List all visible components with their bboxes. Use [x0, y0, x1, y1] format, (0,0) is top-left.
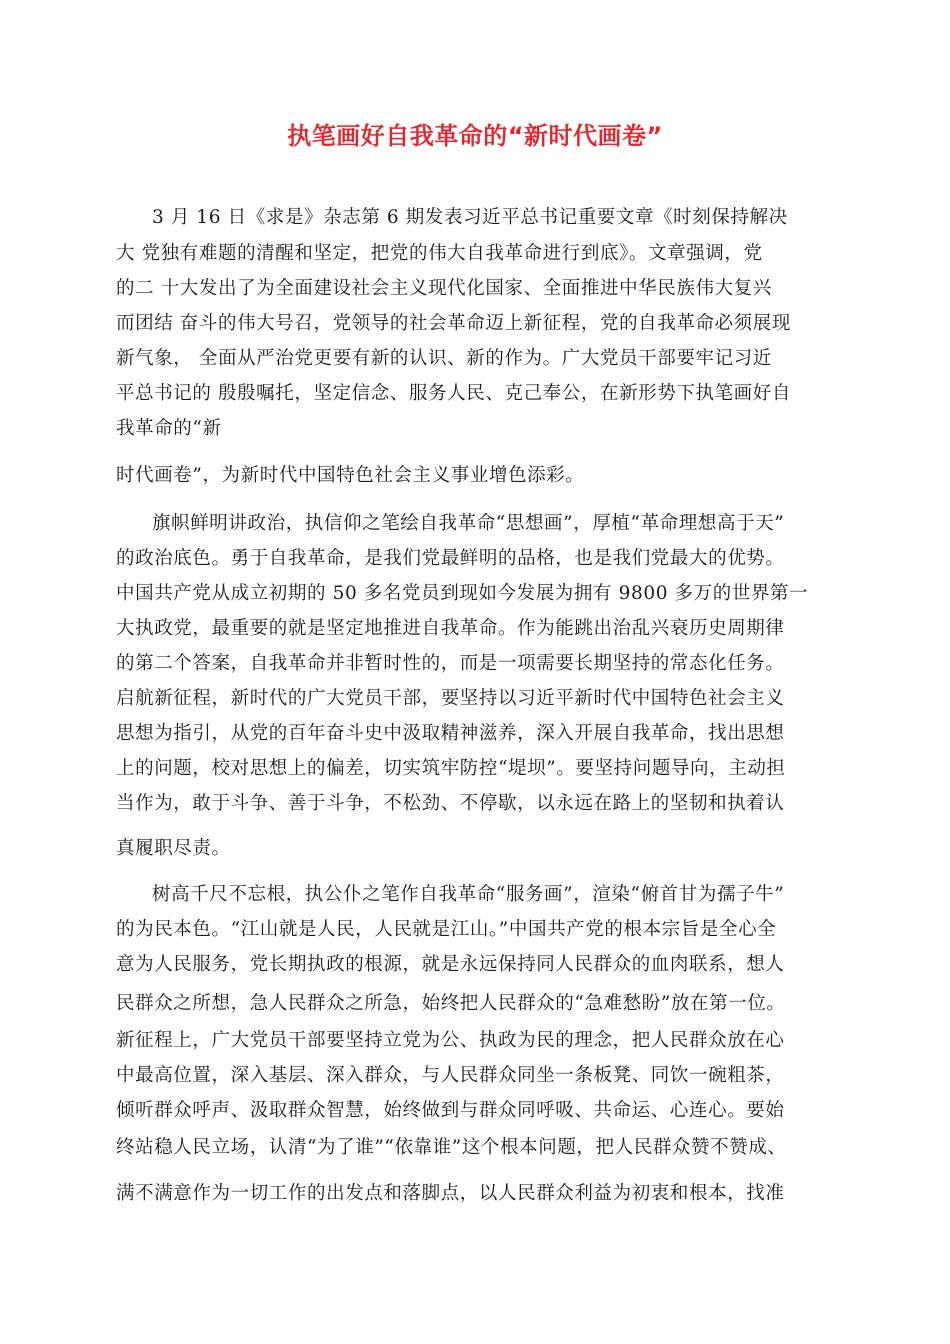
body-line-25: 倾听群众呼声、汲取群众智慧，始终做到与群众同呼吸、共命运、心连心。要始	[116, 1100, 785, 1121]
body-line-21: 意为人民服务，党长期执政的根源，就是永远保持同人民群众的血肉联系，想人	[116, 954, 785, 975]
body-line-22: 民群众之所想，急人民群众之所急，始终把人民群众的“急难愁盼”放在第一位。	[116, 993, 786, 1014]
body-line-11: 中国共产党从成立初期的 50 多名党员到现如今发展为拥有 9800 多万的世界第一	[116, 583, 809, 604]
body-line-7: 我革命的“新	[116, 418, 222, 439]
body-line-5: 新气象， 全面从严治党更要有新的认识、新的作为。广大党员干部要牢记习近	[116, 348, 772, 369]
body-line-1: 3 月 16 日《求是》杂志第 6 期发表习近平总书记重要文章《时刻保持解决	[152, 207, 788, 228]
body-line-3: 的二 十大发出了为全面建设社会主义现代化国家、全面推进中华民族伟大复兴	[116, 278, 772, 299]
body-line-14: 启航新征程，新时代的广大党员干部，要坚持以习近平新时代中国特色社会主义	[116, 688, 785, 709]
body-line-13: 的第二个答案，自我革命并非暂时性的，而是一项需要长期坚持的常态化任务。	[116, 653, 785, 674]
body-line-27: 满不满意作为一切工作的出发点和落脚点，以人民群众利益为初衷和根本，找准	[116, 1183, 785, 1204]
body-line-6: 平总书记的 殷殷嘱托，坚定信念、服务人民、克己奉公，在新形势下执笔画好自	[116, 383, 791, 404]
body-line-2: 大 党独有难题的清醒和坚定，把党的伟大自我革命进行到底》。文章强调，党	[116, 243, 763, 264]
body-line-12: 大执政党，最重要的就是坚定地推进自我革命。作为能跳出治乱兴衰历史周期律	[116, 618, 785, 639]
body-line-10: 的政治底色。勇于自我革命，是我们党最鲜明的品格，也是我们党最大的优势。	[116, 548, 785, 569]
body-line-8: 时代画卷”，为新时代中国特色社会主义事业增色添彩。	[116, 465, 585, 486]
body-line-9: 旗帜鲜明讲政治，执信仰之笔绘自我革命“思想画”，厚植“革命理想高于天”	[152, 513, 785, 534]
body-line-19: 树高千尺不忘根，执公仆之笔作自我革命“服务画”，渲染“俯首甘为孺子牛”	[152, 884, 785, 905]
body-line-4: 而团结 奋斗的伟大号召，党领导的社会革命迈上新征程，党的自我革命必须展现	[116, 313, 791, 334]
body-line-18: 真履职尽责。	[116, 838, 231, 859]
body-line-20: 的为民本色。“江山就是人民，人民就是江山。”中国共产党的根本宗旨是全心全	[116, 919, 777, 940]
body-line-17: 当作为，敢于斗争、善于斗争，不松劲、不停歇，以永远在路上的坚韧和执着认	[116, 793, 785, 814]
body-line-16: 上的问题，校对思想上的偏差，切实筑牢防控“堤坝”。要坚持问题导向，主动担	[116, 758, 786, 779]
body-line-15: 思想为指引，从党的百年奋斗史中汲取精神滋养，深入开展自我革命，找出思想	[116, 723, 785, 744]
body-line-26: 终站稳人民立场，认清“为了谁”“依靠谁”这个根本问题，把人民群众赞不赞成、	[116, 1137, 787, 1158]
document-title: 执笔画好自我革命的“新时代画卷”	[287, 122, 663, 150]
body-line-24: 中最高位置，深入基层、深入群众，与人民群众同坐一条板凳、同饮一碗粗茶，	[116, 1065, 785, 1086]
body-line-23: 新征程上，广大党员干部要坚持立党为公、执政为民的理念，把人民群众放在心	[116, 1030, 785, 1051]
